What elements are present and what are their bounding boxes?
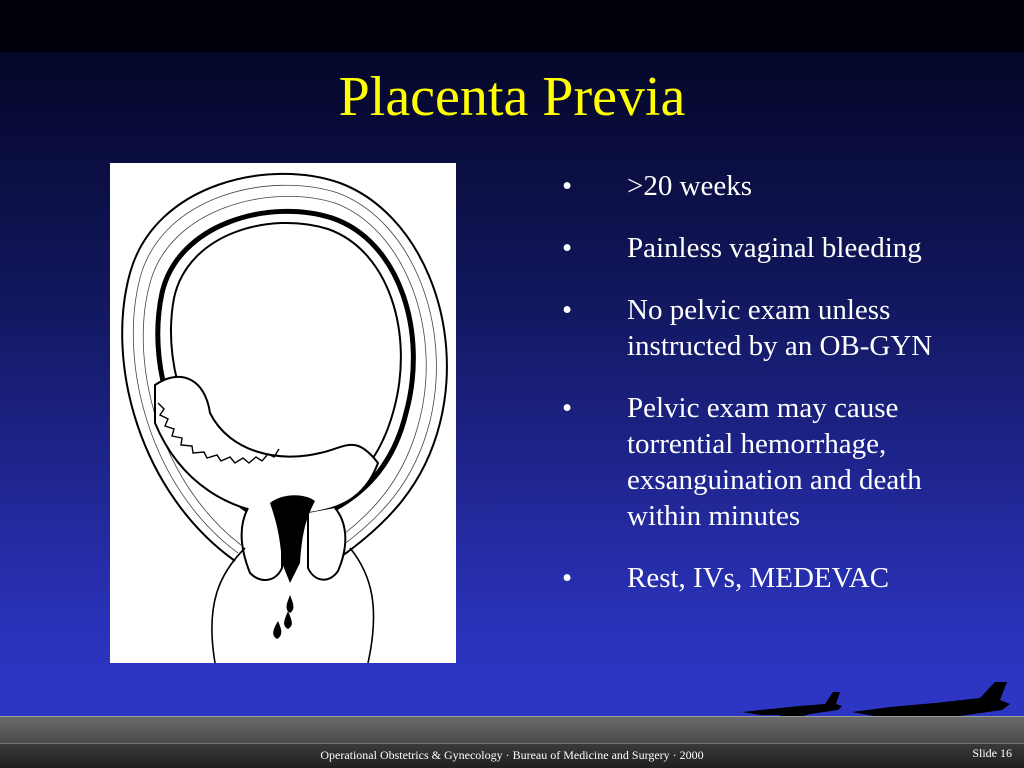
bullet-marker: • (562, 232, 573, 264)
footer-text: Operational Obstetrics & Gynecology · Bureau of Medicine and Surgery · 2000 (320, 748, 704, 762)
slide-title: Placenta Previa (338, 66, 686, 128)
top-band (0, 0, 1024, 52)
uterus-diagram-icon (110, 163, 456, 663)
bullet-text: Pelvic exam may cause torrential hemorrhage, exsanguination and death within minutes (627, 392, 922, 532)
bullet-marker: • (562, 294, 573, 326)
bullet-item (560, 390, 1000, 534)
bullet-item (560, 168, 1000, 204)
slide-number: Slide 16 (972, 746, 1012, 760)
bullet-text: No pelvic exam unless instructed by an OB-GYN (627, 294, 933, 362)
bullet-item (560, 560, 1000, 596)
footer-top-bar (0, 716, 1024, 744)
bullet-list (560, 168, 1000, 622)
bullet-marker: • (562, 562, 573, 594)
bullet-item (560, 230, 1000, 266)
bullet-marker: • (562, 392, 573, 424)
bullet-item (560, 292, 1000, 364)
bullet-text: >20 weeks (627, 170, 753, 202)
bullet-marker: • (562, 170, 573, 202)
bullet-text: Painless vaginal bleeding (627, 232, 922, 264)
placenta-previa-illustration (110, 163, 456, 663)
bullet-text: Rest, IVs, MEDEVAC (627, 562, 890, 594)
